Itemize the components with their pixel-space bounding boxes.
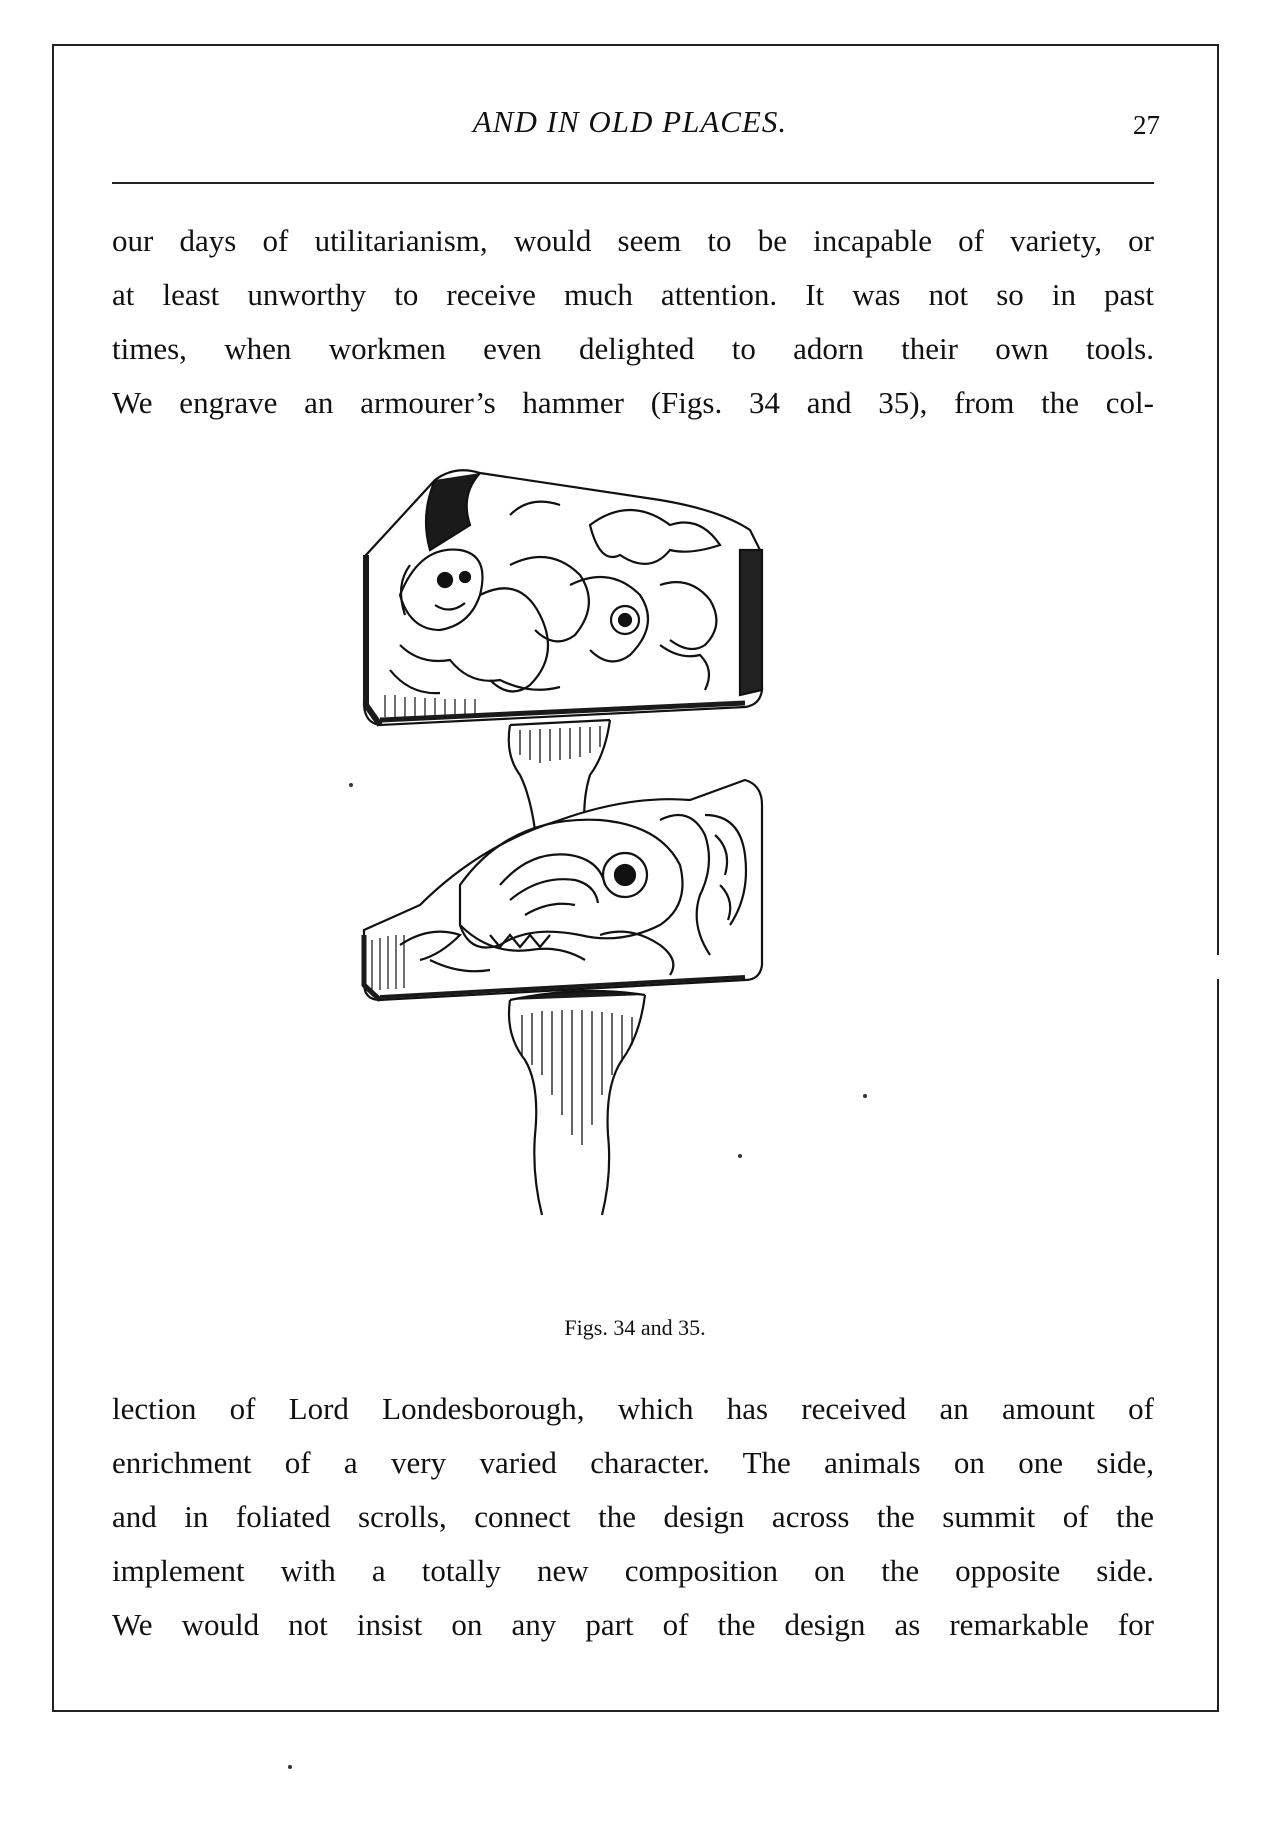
ink-speck bbox=[349, 783, 353, 787]
paragraph-1 bbox=[112, 214, 1154, 430]
page-border-gap bbox=[1212, 955, 1224, 979]
text-line: We would not insist on any part of the design as remarkable for bbox=[112, 1607, 1154, 1642]
page-border-left bbox=[52, 44, 54, 1710]
page-border-bottom bbox=[52, 1710, 1219, 1712]
ink-speck bbox=[288, 1765, 292, 1769]
paragraph-2 bbox=[112, 1382, 1154, 1652]
ink-speck bbox=[738, 1154, 742, 1158]
header-rule bbox=[112, 182, 1154, 184]
lower-handle bbox=[509, 991, 645, 1215]
text-line: our days of utilitarianism, would seem to be incapable of variety, or bbox=[112, 223, 1154, 258]
hammer-engraving-illustration bbox=[360, 455, 920, 1305]
page-border-top bbox=[52, 44, 1219, 46]
text-line: implement with a totally new composition on the opposite side. bbox=[112, 1553, 1154, 1588]
running-title: AND IN OLD PLACES. bbox=[472, 104, 788, 139]
text-line: We engrave an armourer’s hammer (Figs. 34 and 35), from the col- bbox=[112, 385, 1154, 420]
upper-hammer-head bbox=[364, 470, 762, 725]
ink-speck bbox=[863, 1094, 867, 1098]
lower-hammer-head bbox=[364, 780, 762, 1000]
text-line: at least unworthy to receive much attention. It was not so in past bbox=[112, 277, 1154, 312]
text-line: times, when workmen even delighted to adorn their own tools. bbox=[112, 331, 1154, 366]
hammer-engraving bbox=[360, 455, 920, 1305]
page-number: 27 bbox=[1133, 110, 1160, 140]
text-line: lection of Lord Londesborough, which has received an amount of bbox=[112, 1391, 1154, 1426]
page-border-right bbox=[1217, 44, 1219, 1710]
text-line: enrichment of a very varied character. The animals on one side, bbox=[112, 1445, 1154, 1480]
text-line: and in foliated scrolls, connect the design across the summit of the bbox=[112, 1499, 1154, 1534]
figure-caption: Figs. 34 and 35. bbox=[564, 1315, 706, 1340]
